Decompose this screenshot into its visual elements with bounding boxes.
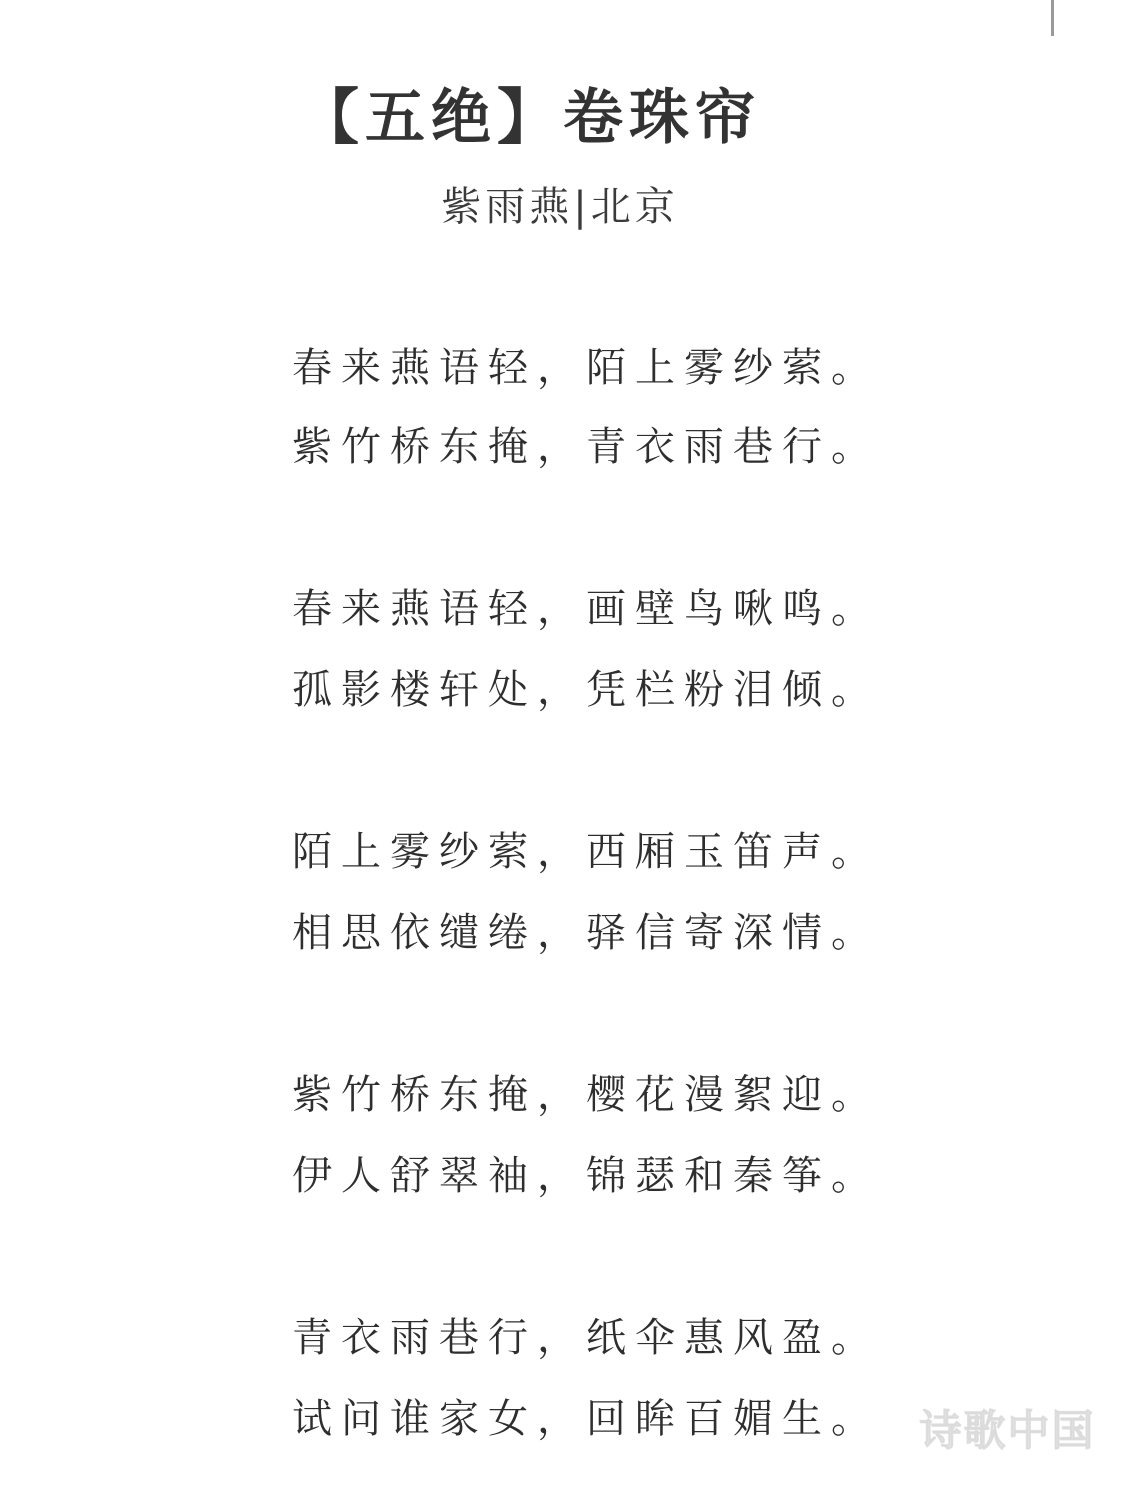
poem-line: 试问谁家女，回眸百媚生。: [292, 1396, 880, 1442]
poem-line: 相思依缱绻，驿信寄深情。: [292, 910, 880, 956]
poem-title: 【五绝】卷珠帘: [299, 83, 761, 153]
poem-line: 紫竹桥东掩，樱花漫絮迎。: [292, 1072, 880, 1118]
poem-line: 伊人舒翠袖，锦瑟和秦筝。: [292, 1153, 880, 1199]
poem-line: 孤影楼轩处，凭栏粉泪倾。: [292, 667, 880, 713]
poem-author: 紫雨燕|北京: [441, 184, 679, 230]
poem-line: 陌上雾纱萦，西厢玉笛声。: [292, 829, 880, 875]
watermark-text: 诗歌中国: [919, 1406, 1096, 1455]
poem-line: 春来燕语轻，陌上雾纱萦。: [292, 345, 880, 391]
watermark-logo: [905, 1398, 1110, 1458]
poem-line: 紫竹桥东掩，青衣雨巷行。: [292, 424, 880, 470]
poem-line: 春来燕语轻，画壁鸟啾鸣。: [292, 586, 880, 632]
scroll-indicator: [1051, 0, 1054, 36]
poem-line: 青衣雨巷行，纸伞惠风盈。: [292, 1315, 880, 1361]
